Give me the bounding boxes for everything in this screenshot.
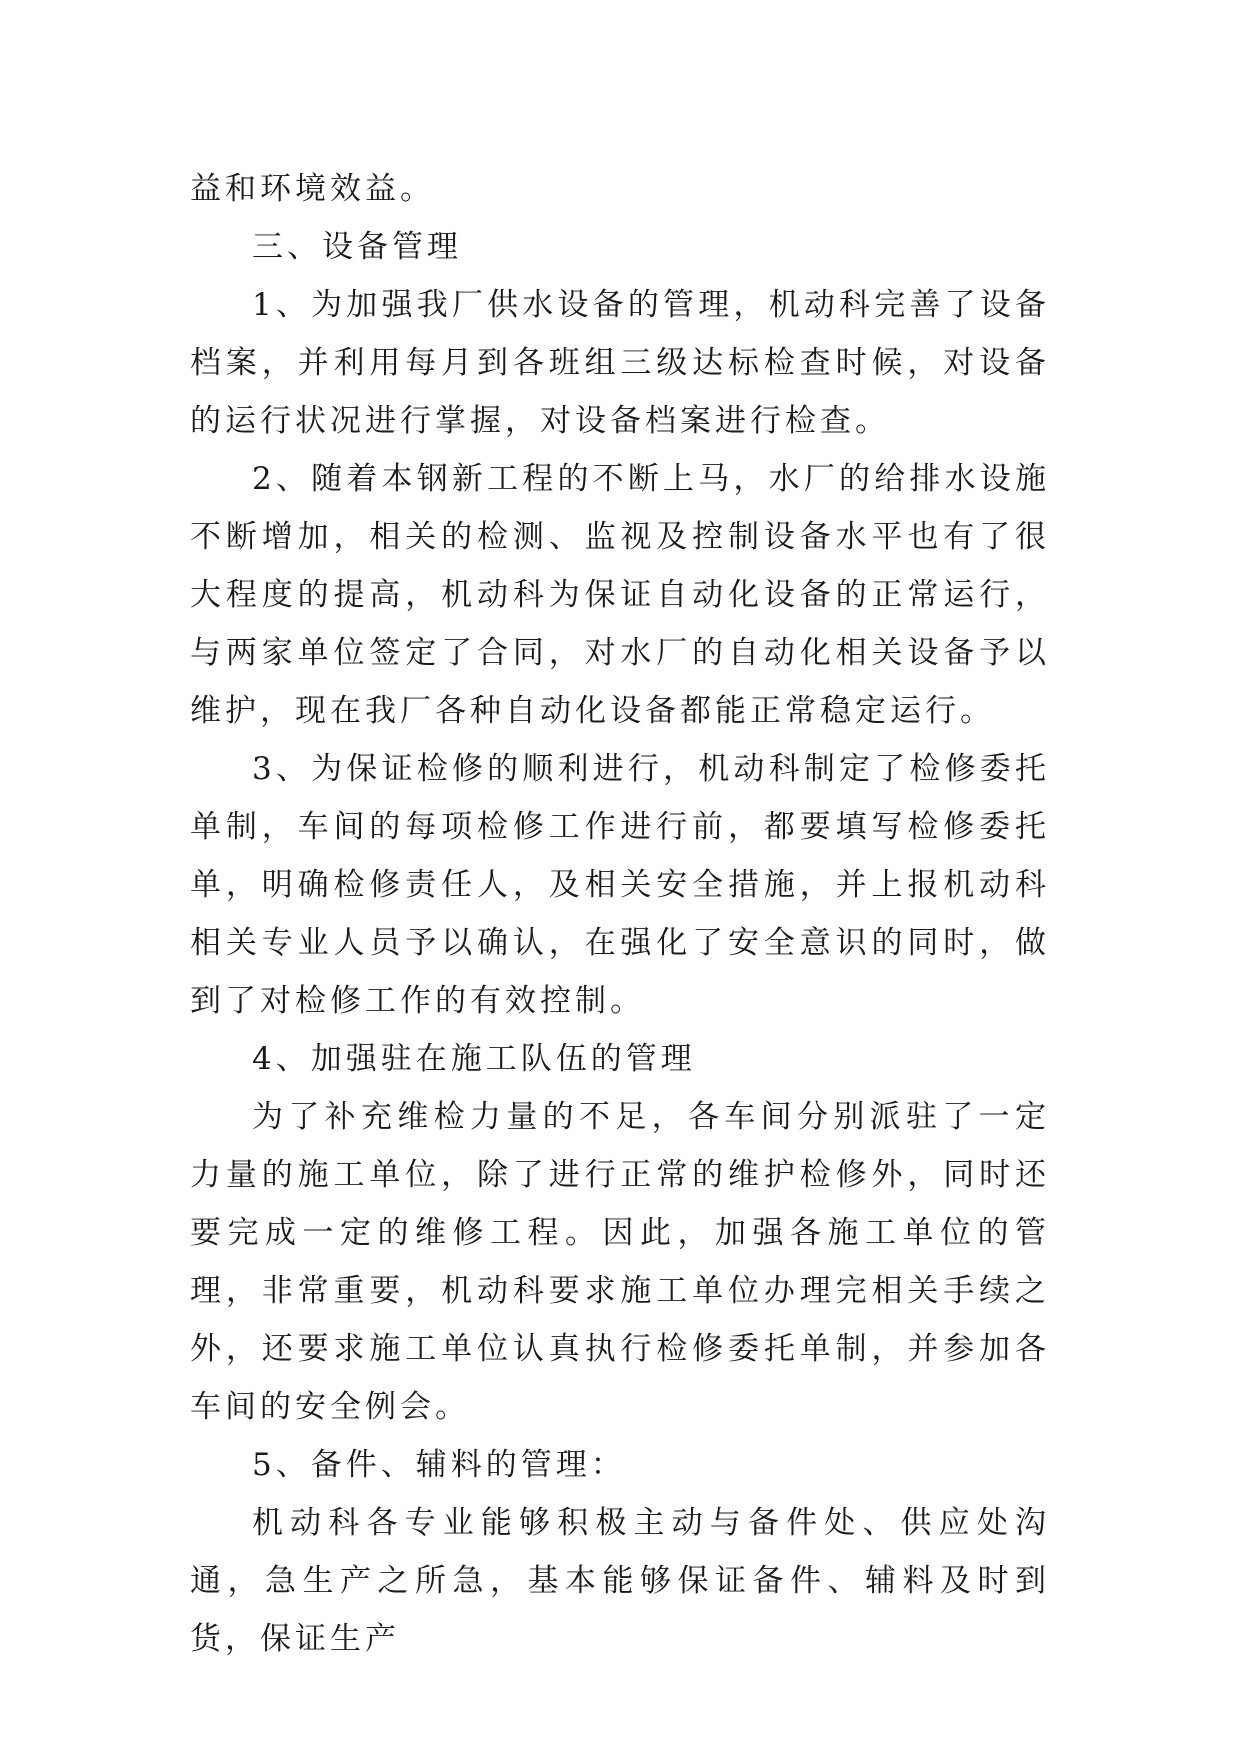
section-heading-equipment-management: 三、设备管理	[252, 229, 462, 265]
paragraph-continuation: 益和环境效益。	[190, 171, 435, 207]
paragraph-item-1: 1、为加强我厂供水设备的管理，机动科完善了设备档案，并利用每月到各班组三级达标检查时候，对设备的运行状况进行掌握，对设备档案进行检查。	[190, 287, 1050, 439]
paragraph-item-4-body: 为了补充维检力量的不足，各车间分别派驻了一定力量的施工单位，除了进行正常的维护检修外，同时还要完成一定的维修工程。因此，加强各施工单位的管理，非常重要，机动科要求施工单位办理完相关手续之外，还要求施工单位认真执行检修委托单制，并参加各车间的安全例会。	[190, 1099, 1050, 1425]
subheading-item-4: 4、加强驻在施工队伍的管理	[252, 1041, 696, 1077]
paragraph-item-2: 2、随着本钢新工程的不断上马，水厂的给排水设施不断增加，相关的检测、监视及控制设备水平也有了很大程度的提高，机动科为保证自动化设备的正常运行，与两家单位签定了合同，对水厂的自动化相关设备予以维护，现在我厂各种自动化设备都能正常稳定运行。	[190, 461, 1050, 729]
paragraph-item-5-body: 机动科各专业能够积极主动与备件处、供应处沟通，急生产之所急，基本能够保证备件、辅料及时到货，保证生产	[190, 1505, 1050, 1657]
subheading-item-5: 5、备件、辅料的管理：	[252, 1447, 626, 1483]
paragraph-item-3: 3、为保证检修的顺利进行，机动科制定了检修委托单制，车间的每项检修工作进行前，都要填写检修委托单，明确检修责任人，及相关安全措施，并上报机动科相关专业人员予以确认，在强化了安全意识的同时，做到了对检修工作的有效控制。	[190, 751, 1050, 1019]
document-body	[190, 160, 1050, 1668]
